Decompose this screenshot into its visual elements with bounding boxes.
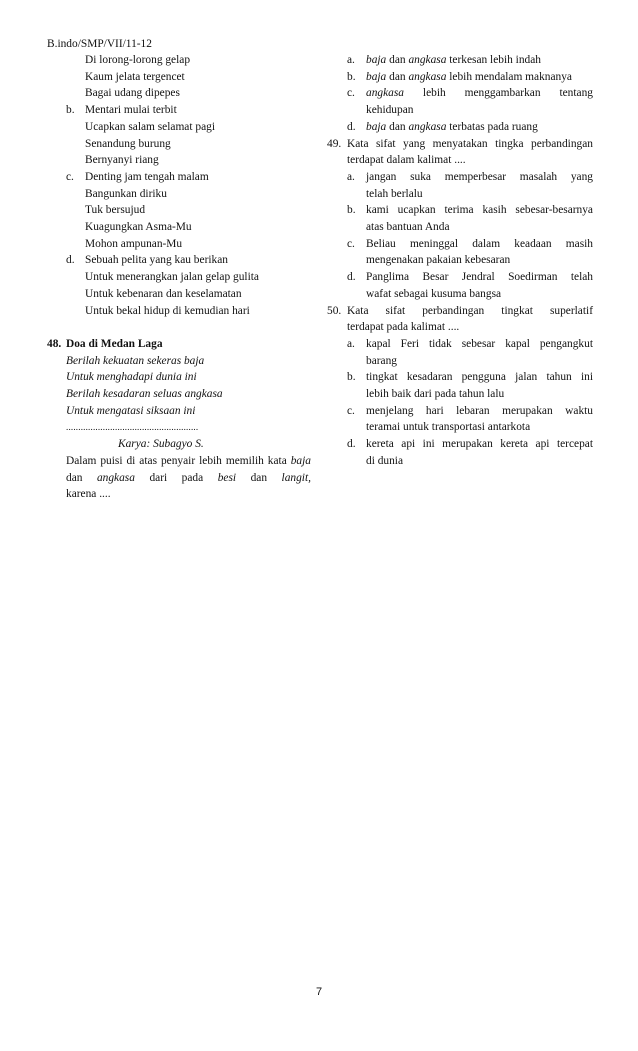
option-d: d. Panglima Besar Jendral Soedirman telah wafat sebagai kusuma bangsa bbox=[347, 271, 593, 300]
question-stem: terdapat dalam kalimat .... bbox=[347, 154, 466, 167]
option-b bbox=[47, 102, 311, 169]
question-49 bbox=[327, 136, 593, 303]
q48-option-d: d. baja dan angkasa terbatas pada ruang bbox=[347, 120, 538, 133]
question-stem-end: karena .... bbox=[66, 488, 111, 501]
poem-line: Ucapkan salam selamat pagi bbox=[85, 120, 215, 133]
poem-line: Kaum jelata tergencet bbox=[85, 70, 185, 83]
page-number: 7 bbox=[315, 986, 323, 998]
option-c: c. menjelang hari lebaran merupakan waktu teramai untuk transportasi antarkota bbox=[347, 404, 593, 434]
poem-line: Kuagungkan Asma-Mu bbox=[85, 221, 192, 234]
option-b: b. kami ucapkan terima kasih sebesar-besarnya atas bantuan Anda bbox=[347, 204, 593, 234]
question-stem: Kata sifat perbandingan tingkat superlatif bbox=[347, 304, 593, 317]
question-number: 48. bbox=[47, 337, 62, 350]
poem-line: Berilah kesadaran seluas angkasa bbox=[66, 388, 223, 401]
page-header: B.indo/SMP/VII/11-12 bbox=[47, 38, 152, 50]
poem-line: Untuk menghadapi dunia ini bbox=[66, 371, 197, 384]
option-a: a. jangan suka memperbesar masalah yang telah berlalu bbox=[347, 170, 593, 200]
poem-line: Mohon ampunan-Mu bbox=[85, 237, 183, 250]
poem-line: Bagai udang dipepes bbox=[85, 87, 180, 100]
option-d bbox=[47, 252, 311, 319]
option-label: b. bbox=[66, 104, 75, 117]
question-stem: Kata sifat yang menyatakan tingka perbandingan bbox=[347, 137, 593, 150]
right-column bbox=[327, 52, 593, 470]
option-label: c. bbox=[66, 170, 74, 183]
poem-line: Untuk menerangkan jalan gelap gulita bbox=[85, 271, 259, 284]
option-c bbox=[47, 169, 311, 253]
poem-line: Tuk bersujud bbox=[85, 204, 146, 217]
question-number: 50. bbox=[327, 304, 342, 317]
poem-ellipsis: ...................................................... bbox=[66, 422, 199, 433]
option-c: c. Beliau meninggal dalam keadaan masih mengenakan pakaian kebesaran bbox=[347, 237, 593, 267]
poem-line: Berilah kekuatan sekeras baja bbox=[66, 354, 205, 367]
left-column bbox=[47, 52, 311, 503]
option-d: d. kereta api ini merupakan kereta api tercepat di dunia bbox=[347, 438, 593, 467]
option-b: b. tingkat kesadaran pengguna jalan tahun ini lebih baik dari pada tahun lalu bbox=[347, 371, 593, 401]
poem-line: Denting jam tengah malam bbox=[85, 170, 209, 183]
poem-line: Untuk bekal hidup di kemudian hari bbox=[85, 304, 250, 317]
poem-line: Mentari mulai terbit bbox=[85, 104, 177, 117]
poem-line: Untuk kebenaran dan keselamatan bbox=[85, 287, 242, 300]
poem-line: Senandung burung bbox=[85, 137, 171, 150]
poem-line: Bernyanyi riang bbox=[85, 154, 159, 167]
option-label: d. bbox=[66, 254, 75, 267]
poem-author: Karya: Subagyo S. bbox=[118, 438, 204, 451]
question-48 bbox=[47, 336, 311, 503]
poem-title: Doa di Medan Laga bbox=[66, 337, 163, 350]
q48-option-c: c. angkasa lebih menggambarkan tentang kehidupan bbox=[347, 87, 593, 117]
poem-line: Di lorong-lorong gelap bbox=[85, 54, 191, 66]
q48-option-b: b. baja dan angkasa lebih mendalam maknanya bbox=[347, 70, 572, 83]
poem-line: Sebuah pelita yang kau berikan bbox=[85, 254, 228, 267]
option-a: a. kapal Feri tidak sebesar kapal pengangkut barang bbox=[347, 337, 593, 367]
q48-option-a: a. baja dan angkasa terkesan lebih indah bbox=[347, 54, 541, 66]
poem-line: Bangunkan diriku bbox=[85, 187, 167, 200]
question-50 bbox=[327, 303, 593, 470]
question-stem: terdapat pada kalimat .... bbox=[347, 321, 460, 334]
question-number: 49. bbox=[327, 137, 342, 150]
poem-line: Untuk mengatasi siksaan ini bbox=[66, 404, 196, 417]
question-stem: Dalam puisi di atas penyair lebih memilih kata baja dan angkasa dari pada besi dan langit, bbox=[66, 454, 311, 484]
